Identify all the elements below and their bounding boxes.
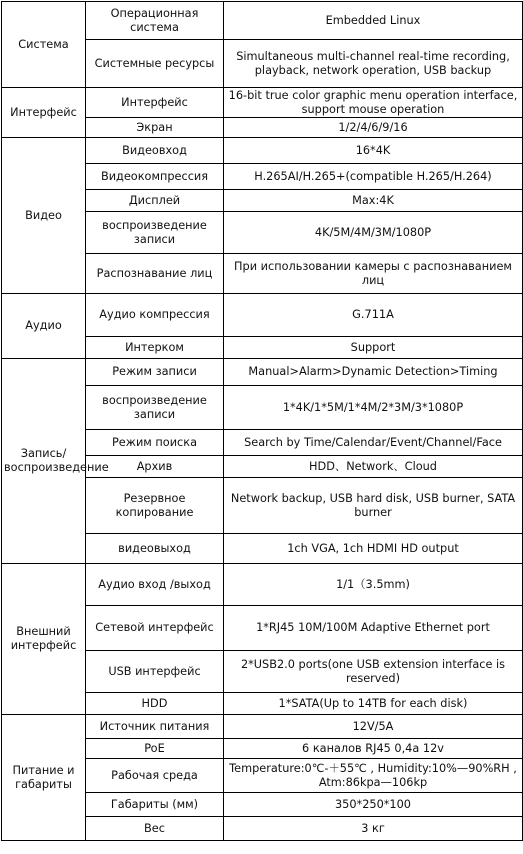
table-row <box>2 564 523 606</box>
value-cell: 2*USB2.0 ports(one USB extension interface is reserved) <box>224 651 523 693</box>
value-cell: 1*SATA(Up to 14TB for each disk) <box>224 693 523 715</box>
value-cell: 12V/5A <box>224 715 523 739</box>
category-cell: Интерфейс <box>2 88 86 138</box>
category-cell: Аудио <box>2 294 86 359</box>
value-cell: 16*4K <box>224 138 523 164</box>
feature-cell: Источник питания <box>86 715 224 739</box>
feature-cell: Архив <box>86 456 224 478</box>
feature-cell: Аудио вход /выход <box>86 564 224 606</box>
feature-cell: Операционная система <box>86 2 224 40</box>
feature-cell: HDD <box>86 693 224 715</box>
feature-cell: Системные ресурсы <box>86 40 224 88</box>
value-cell: 1ch VGA, 1ch HDMI HD output <box>224 534 523 564</box>
table-row <box>2 138 523 164</box>
value-cell: HDD、Network、Cloud <box>224 456 523 478</box>
value-cell: Embedded Linux <box>224 2 523 40</box>
table-row <box>2 359 523 386</box>
table-row <box>2 715 523 739</box>
value-cell: Manual>Alarm>Dynamic Detection>Timing <box>224 359 523 386</box>
feature-cell: воспроизведение записи <box>86 212 224 254</box>
table-row <box>2 2 523 40</box>
table-row <box>2 88 523 118</box>
feature-cell: USB интерфейс <box>86 651 224 693</box>
value-cell: 1/1（3.5mm) <box>224 564 523 606</box>
category-cell: Видео <box>2 138 86 294</box>
feature-cell: видеовыход <box>86 534 224 564</box>
feature-cell: Видеовход <box>86 138 224 164</box>
feature-cell: Режим записи <box>86 359 224 386</box>
value-cell: 1*4K/1*5M/1*4M/2*3M/3*1080P <box>224 386 523 430</box>
feature-cell: Дисплей <box>86 190 224 212</box>
feature-cell: Интерком <box>86 337 224 359</box>
value-cell: 4K/5M/4M/3M/1080P <box>224 212 523 254</box>
feature-cell: Экран <box>86 118 224 138</box>
spec-table <box>1 1 523 841</box>
value-cell: 16-bit true color graphic menu operation interface, support mouse operation <box>224 88 523 118</box>
value-cell: При использовании камеры с распознаванием лиц <box>224 254 523 294</box>
feature-cell: Габариты (мм) <box>86 793 224 817</box>
category-cell: Внешний интерфейс <box>2 564 86 715</box>
feature-cell: Резервное копирование <box>86 478 224 534</box>
table-row <box>2 294 523 337</box>
value-cell: Network backup, USB hard disk, USB burner, SATA burner <box>224 478 523 534</box>
value-cell: G.711A <box>224 294 523 337</box>
feature-cell: Распознавание лиц <box>86 254 224 294</box>
feature-cell: Режим поиска <box>86 430 224 456</box>
value-cell: Max:4K <box>224 190 523 212</box>
value-cell: Search by Time/Calendar/Event/Channel/Face <box>224 430 523 456</box>
feature-cell: PoE <box>86 739 224 759</box>
value-cell: 1*RJ45 10M/100M Adaptive Ethernet port <box>224 606 523 651</box>
value-cell: 350*250*100 <box>224 793 523 817</box>
feature-cell: Рабочая среда <box>86 759 224 793</box>
value-cell: 6 каналов RJ45 0,4a 12v <box>224 739 523 759</box>
feature-cell: Интерфейс <box>86 88 224 118</box>
feature-cell: воспроизведение записи <box>86 386 224 430</box>
value-cell: 1/2/4/6/9/16 <box>224 118 523 138</box>
category-cell: Питание и габариты <box>2 715 86 841</box>
value-cell: Support <box>224 337 523 359</box>
feature-cell: Сетевой интерфейс <box>86 606 224 651</box>
category-cell: Система <box>2 2 86 88</box>
feature-cell: Видеокомпрессия <box>86 164 224 190</box>
feature-cell: Аудио компрессия <box>86 294 224 337</box>
value-cell: Simultaneous multi-channel real-time recording, playback, network operation, USB backup <box>224 40 523 88</box>
value-cell: Temperature:0℃-＋55℃ , Humidity:10%—90%RH , Atm:86kpa—106kp <box>224 759 523 793</box>
value-cell: H.265AI/H.265+(compatible H.265/H.264) <box>224 164 523 190</box>
category-cell: Запись/воспроизведение <box>2 359 86 564</box>
feature-cell: Вес <box>86 817 224 841</box>
value-cell: 3 кг <box>224 817 523 841</box>
